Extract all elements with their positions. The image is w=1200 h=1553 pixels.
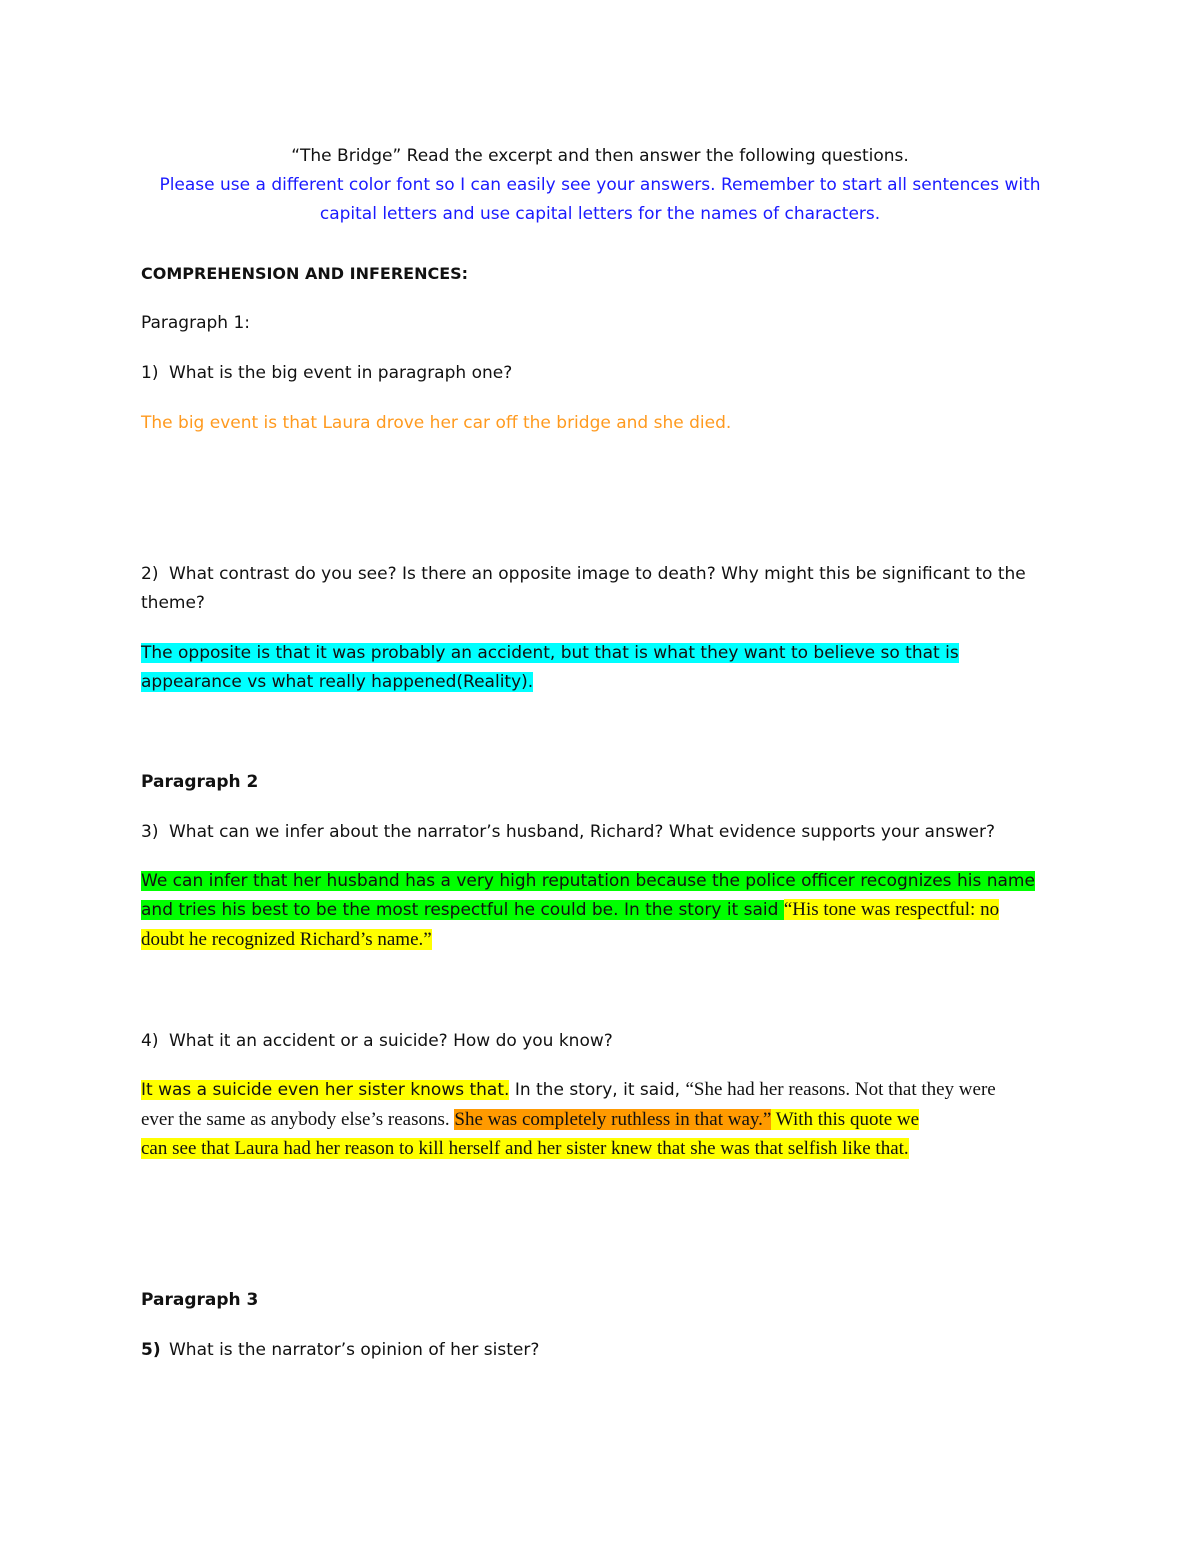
document-title-line: “The Bridge” Read the excerpt and then answer the following questions. [291,146,909,166]
highlighted-answer: We can infer that her husband has a very high reputation because the police officer recognizes his name [141,871,1035,891]
quoted-evidence: doubt he recognized Richard’s name.” [141,929,432,950]
quoted-evidence: “She had her reasons. Not that they were [685,1079,996,1100]
answer-3-line-2 [141,896,999,924]
section-heading: COMPREHENSION AND INFERENCES: [141,264,469,283]
quoted-evidence: ever the same as anybody else’s reasons. [141,1109,455,1130]
paragraph2-heading: Paragraph 2 [141,772,259,792]
paragraph1-heading: Paragraph 1: [141,313,251,333]
answer-3-line-3 [141,926,432,954]
answer-4-line-2 [141,1106,919,1134]
question-2-line-1 [141,560,1026,588]
answer-2-line-2 [141,668,533,696]
highlighted-answer: and tries his best to be the most respectful he could be. In the story it said [141,900,784,920]
highlighted-answer: The opposite is that it was probably an accident, but that is what they want to believe so that is [141,643,959,663]
highlighted-answer: It was a suicide even her sister knows that. [141,1080,510,1100]
question-text: What is the big event in paragraph one? [169,363,513,383]
instruction-line-2: capital letters and use capital letters for the names of characters. [319,204,881,224]
question-number: 2) [141,564,159,584]
quoted-evidence: “His tone was respectful: no [783,899,1000,920]
question-1 [141,359,512,387]
question-3 [141,818,995,846]
question-text: What contrast do you see? Is there an opposite image to death? Why might this be significant to the [169,564,1026,584]
question-text: What is the narrator’s opinion of her sister? [169,1340,540,1360]
question-2-line-2: theme? [141,593,205,613]
question-number: 1) [141,363,159,383]
answer-4-line-1 [141,1076,996,1104]
answer-1: The big event is that Laura drove her car off the bridge and she died. [141,413,732,433]
question-number: 5) [141,1340,161,1360]
paragraph3-heading: Paragraph 3 [141,1290,259,1310]
answer-3-line-1 [141,867,1035,895]
question-number: 4) [141,1031,159,1051]
question-text: What it an accident or a suicide? How do you know? [169,1031,613,1051]
answer-text: In the story, it said, [509,1080,686,1100]
question-4 [141,1027,613,1055]
answer-2-line-1 [141,639,959,667]
highlighted-answer: With this quote we [771,1109,920,1130]
question-5 [141,1336,539,1364]
highlighted-answer: appearance vs what really happened(Reality). [141,672,534,692]
instruction-line-1: Please use a different color font so I can easily see your answers. Remember to start all sentences with [159,175,1041,195]
question-number: 3) [141,822,159,842]
answer-4-line-3 [141,1135,909,1163]
question-text: What can we infer about the narrator’s husband, Richard? What evidence supports your answer? [169,822,995,842]
highlighted-quote: She was completely ruthless in that way.” [454,1109,772,1130]
highlighted-answer: can see that Laura had her reason to kill herself and her sister knew that she was that selfish like that. [141,1138,909,1159]
